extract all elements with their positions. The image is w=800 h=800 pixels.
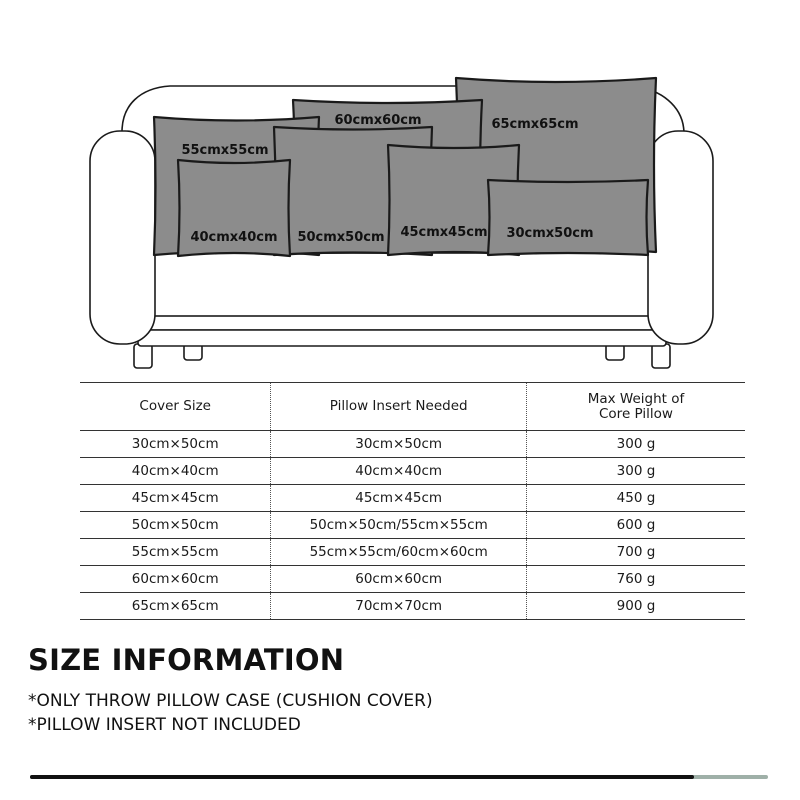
pillow-label-45: 45cmx45cm bbox=[400, 225, 488, 240]
cell-cover-size: 65cm×65cm bbox=[80, 593, 271, 620]
cell-weight: 900 g bbox=[526, 593, 745, 620]
table-row bbox=[80, 431, 745, 458]
cell-insert: 30cm×50cm bbox=[271, 431, 527, 458]
sofa-leg bbox=[652, 344, 670, 368]
cell-insert: 40cm×40cm bbox=[271, 458, 527, 485]
cell-insert: 45cm×45cm bbox=[271, 485, 527, 512]
cell-cover-size: 40cm×40cm bbox=[80, 458, 271, 485]
cell-weight: 700 g bbox=[526, 539, 745, 566]
image-progress-bar bbox=[30, 775, 768, 779]
cell-cover-size: 55cm×55cm bbox=[80, 539, 271, 566]
header-max-weight-line1: Max Weight of bbox=[587, 390, 685, 407]
table-row bbox=[80, 485, 745, 512]
cell-weight: 760 g bbox=[526, 566, 745, 593]
header-pillow-insert: Pillow Insert Needed bbox=[271, 383, 527, 431]
size-table bbox=[80, 382, 745, 620]
cell-weight: 300 g bbox=[526, 458, 745, 485]
sofa-left-arm bbox=[90, 131, 155, 344]
cell-cover-size: 50cm×50cm bbox=[80, 512, 271, 539]
cell-cover-size: 45cm×45cm bbox=[80, 485, 271, 512]
cell-weight: 600 g bbox=[526, 512, 745, 539]
table-row bbox=[80, 458, 745, 485]
table-row bbox=[80, 566, 745, 593]
pillow-label-65: 65cmx65cm bbox=[491, 117, 579, 132]
note-insert-not-included: *PILLOW INSERT NOT INCLUDED bbox=[28, 715, 301, 735]
cell-insert: 55cm×55cm/60cm×60cm bbox=[271, 539, 527, 566]
image-progress-fill bbox=[30, 775, 694, 779]
cell-weight: 450 g bbox=[526, 485, 745, 512]
sofa-seat bbox=[140, 253, 660, 316]
sofa-leg bbox=[134, 344, 152, 368]
pillow-label-50: 50cmx50cm bbox=[297, 230, 385, 245]
cell-cover-size: 30cm×50cm bbox=[80, 431, 271, 458]
pillow-label-40: 40cmx40cm bbox=[190, 230, 278, 245]
page-title: SIZE INFORMATION bbox=[28, 643, 345, 677]
pillow-label-30x50: 30cmx50cm bbox=[506, 226, 594, 241]
header-max-weight bbox=[526, 383, 745, 431]
cell-insert: 70cm×70cm bbox=[271, 593, 527, 620]
table-row bbox=[80, 512, 745, 539]
cell-weight: 300 g bbox=[526, 431, 745, 458]
pillow-30x50 bbox=[488, 180, 648, 255]
pillow-label-55: 55cmx55cm bbox=[181, 143, 269, 158]
header-max-weight-line2: Core Pillow bbox=[599, 405, 673, 422]
sofa-illustration bbox=[0, 0, 800, 380]
sofa-base bbox=[138, 330, 666, 346]
cell-cover-size: 60cm×60cm bbox=[80, 566, 271, 593]
table-row bbox=[80, 539, 745, 566]
cell-insert: 60cm×60cm bbox=[271, 566, 527, 593]
pillow-label-60: 60cmx60cm bbox=[334, 113, 422, 128]
table-header-row bbox=[80, 383, 745, 431]
sofa-right-arm bbox=[648, 131, 713, 344]
note-only-case: *ONLY THROW PILLOW CASE (CUSHION COVER) bbox=[28, 691, 433, 711]
table-row bbox=[80, 593, 745, 620]
cell-insert: 50cm×50cm/55cm×55cm bbox=[271, 512, 527, 539]
header-cover-size: Cover Size bbox=[80, 383, 271, 431]
